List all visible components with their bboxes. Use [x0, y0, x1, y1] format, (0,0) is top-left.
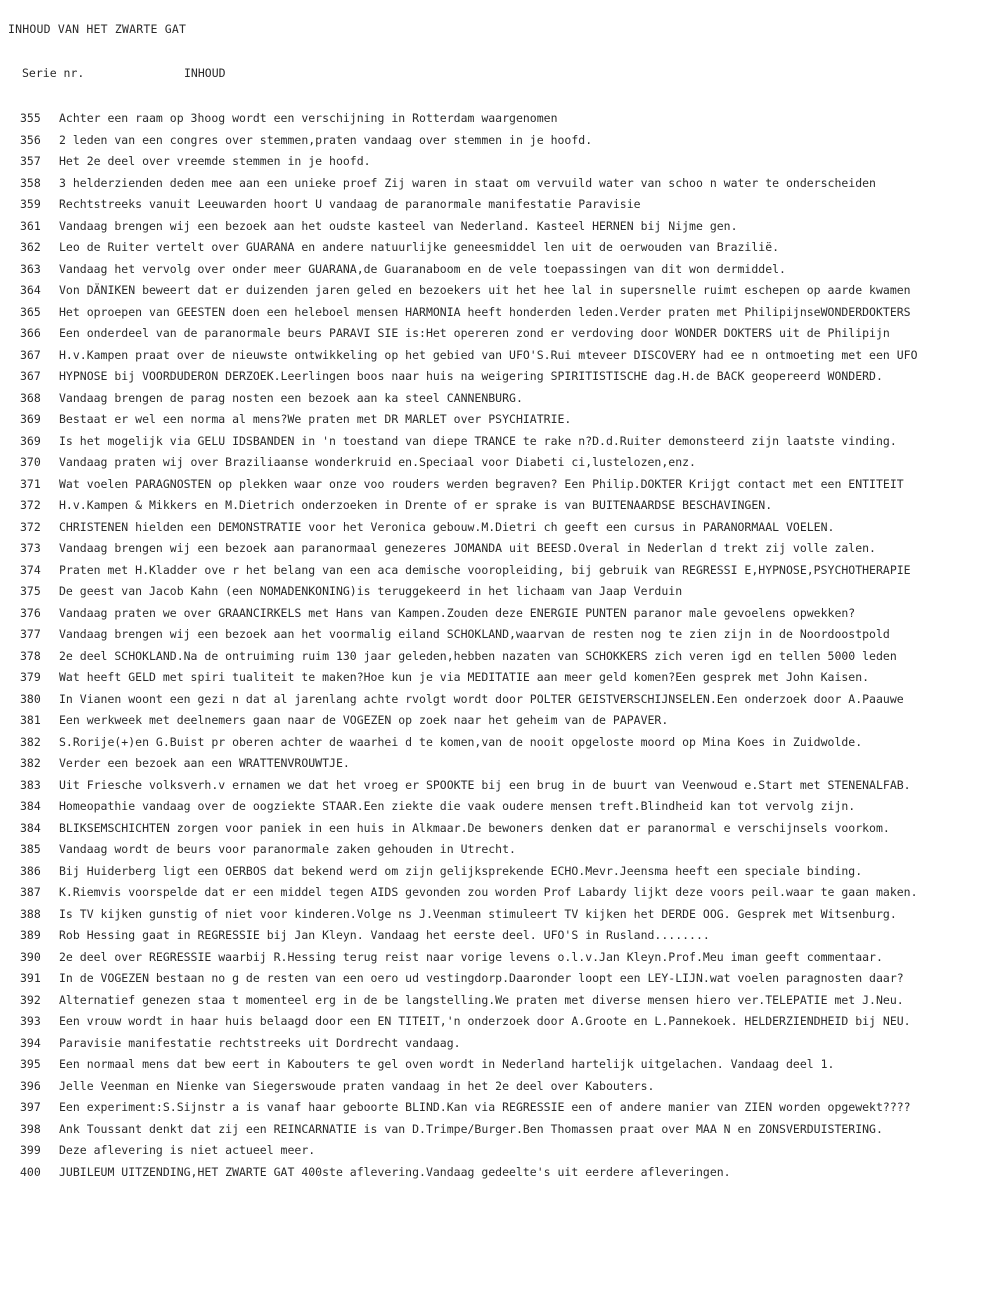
episode-description: Een experiment:S.Sijnstr a is vanaf haar geboorte BLIND.Kan via REGRESSIE een of andere manier van ZIEN worden opgewekt????: [59, 1100, 911, 1114]
episode-number: 361: [20, 218, 41, 233]
episode-number: 362: [20, 240, 41, 254]
episode-number: 390: [20, 949, 41, 964]
list-item: [20, 173, 985, 195]
episode-description: Rob Hessing gaat in REGRESSIE bij Jan Kleyn. Vandaag het eerste deel. UFO'S in Rusland........: [59, 928, 710, 942]
episode-description: Bestaat er wel een norma al mens?We praten met DR MARLET over PSYCHIATRIE.: [59, 412, 572, 426]
episode-number: 385: [20, 842, 41, 856]
list-item: [20, 517, 985, 539]
episode-number: 395: [20, 1057, 41, 1071]
episode-number: 389: [20, 928, 41, 942]
episode-description: K.Riemvis voorspelde dat er een middel tegen AIDS gevonden zou worden Prof Labardy lijkt deze voors peil.waar te gaan maken.: [59, 885, 918, 899]
episode-description: Een normaal mens dat bew eert in Kabouters te gel oven wordt in Nederland hartelijk uitgelachen. Vandaag deel 1.: [59, 1057, 835, 1071]
list-item: [20, 366, 985, 388]
list-item: [20, 667, 985, 689]
episode-description: Vandaag brengen wij een bezoek aan het oudste kasteel van Nederland. Kasteel HERNEN bij Nijme gen.: [59, 218, 738, 233]
episode-description: Wat heeft GELD met spiri tualiteit te maken?Hoe kun je via MEDITATIE aan meer geld komen?Een gesprek met John Kaisen.: [59, 670, 870, 684]
episode-number: 372: [20, 519, 41, 534]
list-item: [20, 689, 985, 711]
list-item: [20, 452, 985, 474]
list-item: [20, 108, 985, 130]
episode-description: Is het mogelijk via GELU IDSBANDEN in 'n toestand van diepe TRANCE te rake n?D.d.Ruiter demonsteerd zijn laatste vinding.: [59, 433, 897, 448]
episode-number: 370: [20, 455, 41, 469]
list-item: [20, 431, 985, 453]
episode-number: 384: [20, 820, 41, 835]
episode-number: 398: [20, 1121, 41, 1136]
episode-number: 382: [20, 734, 41, 749]
list-item: [20, 839, 985, 861]
episode-description: BLIKSEMSCHICHTEN zorgen voor paniek in een huis in Alkmaar.De bewoners denken dat er paranormal e verschijnsels voorkom.: [59, 820, 890, 835]
episode-number: 377: [20, 627, 41, 641]
list-item: [20, 1097, 985, 1119]
episode-description: Vandaag praten wij over Braziliaanse wonderkruid en.Speciaal voor Diabeti ci,lustelozen,enz.: [59, 455, 696, 469]
list-item: [20, 990, 985, 1012]
list-item: [20, 1076, 985, 1098]
list-item: [20, 1162, 985, 1184]
episode-description: HYPNOSE bij VOORDUDERON DERZOEK.Leerlingen boos naar huis na weigering SPIRITISTISCHE dag.H.de BACK geopereerd WONDERD.: [59, 369, 883, 383]
list-item: [20, 818, 985, 840]
episode-number: 355: [20, 111, 41, 125]
episode-number: 399: [20, 1143, 41, 1157]
list-item: [20, 560, 985, 582]
episode-description: H.v.Kampen & Mikkers en M.Dietrich onderzoeken in Drente of er sprake is van BUITENAARDSE BESCHAVINGEN.: [59, 498, 773, 512]
episode-number: 367: [20, 369, 41, 383]
list-item: [20, 237, 985, 259]
list-item: [20, 194, 985, 216]
list-item: [20, 1054, 985, 1076]
episode-number: 375: [20, 584, 41, 598]
list-item: [20, 538, 985, 560]
episode-number: 364: [20, 283, 41, 297]
episode-number: 400: [20, 1164, 41, 1179]
list-item: [20, 1140, 985, 1162]
serie-nr-header: Serie nr.: [22, 66, 85, 80]
episode-description: Von DÄNIKEN beweert dat er duizenden jaren geled en bezoekers uit het hee lal in supersnelle ruimt eschepen op aarde kwamen: [59, 283, 911, 297]
list-item: [20, 495, 985, 517]
episode-number: 379: [20, 670, 41, 684]
episode-description: Verder een bezoek aan een WRATTENVROUWTJE.: [59, 756, 350, 770]
list-item: [20, 968, 985, 990]
episode-number: 359: [20, 197, 41, 211]
list-item: [20, 861, 985, 883]
list-item: [20, 925, 985, 947]
episode-description: Uit Friesche volksverh.v ernamen we dat het vroeg er SPOOKTE bij een brug in de buurt van Veenwoud e.Start met STENENALFAB.: [59, 777, 911, 792]
episode-description: JUBILEUM UITZENDING,HET ZWARTE GAT 400ste aflevering.Vandaag gedeelte's uit eerdere afleveringen.: [59, 1164, 731, 1179]
list-item: [20, 1011, 985, 1033]
list-item: [20, 280, 985, 302]
list-item: [20, 409, 985, 431]
episode-description: Het oproepen van GEESTEN doen een heleboel mensen HARMONIA heeft honderden leden.Verder praten met PhilipijnseWONDERDOKTERS: [59, 304, 911, 319]
episode-number: 358: [20, 175, 41, 190]
episode-number: 372: [20, 498, 41, 512]
episode-number: 386: [20, 863, 41, 878]
episode-number: 392: [20, 992, 41, 1007]
episode-number: 378: [20, 648, 41, 663]
episode-description: In Vianen woont een gezi n dat al jarenlang achte rvolgt wordt door POLTER GEISTVERSCHIJNSELEN.Een onderzoek door A.Paauwe: [59, 691, 904, 706]
list-item: [20, 882, 985, 904]
episode-description: CHRISTENEN hielden een DEMONSTRATIE voor het Veronica gebouw.M.Dietri ch geeft een cursus in PARANORMAAL VOELEN.: [59, 519, 835, 534]
episode-description: Homeopathie vandaag over de oogziekte STAAR.Een ziekte die vaak oudere mensen treft.Blindheid kan tot vervolg zijn.: [59, 799, 856, 813]
episode-number: 393: [20, 1014, 41, 1028]
episode-number: 357: [20, 154, 41, 168]
episode-number: 391: [20, 971, 41, 985]
episode-number: 384: [20, 799, 41, 813]
episode-number: 381: [20, 713, 41, 727]
episode-number: 396: [20, 1078, 41, 1093]
episode-list: [20, 108, 985, 1183]
episode-number: 369: [20, 412, 41, 426]
episode-description: Rechtstreeks vanuit Leeuwarden hoort U vandaag de paranormale manifestatie Paravisie: [59, 197, 641, 211]
episode-number: 373: [20, 541, 41, 555]
list-item: [20, 151, 985, 173]
list-item: [20, 603, 985, 625]
episode-description: Een vrouw wordt in haar huis belaagd door een EN TITEIT,'n onderzoek door A.Groote en L.Pannekoek. HELDERZIENDHEID bij NEU.: [59, 1014, 911, 1028]
episode-description: Paravisie manifestatie rechtstreeks uit Dordrecht vandaag.: [59, 1035, 461, 1050]
episode-description: Vandaag wordt de beurs voor paranormale zaken gehouden in Utrecht.: [59, 842, 516, 856]
episode-description: In de VOGEZEN bestaan no g de resten van een oero ud vestingdorp.Daaronder loopt een LEY-LIJN.wat voelen paragnosten daar?: [59, 971, 904, 985]
episode-description: Een onderdeel van de paranormale beurs PARAVI SIE is:Het opereren zond er verdoving door WONDER DOKTERS uit de Philipijn: [59, 326, 890, 340]
episode-number: 397: [20, 1100, 41, 1114]
episode-description: Wat voelen PARAGNOSTEN op plekken waar onze voo rouders werden begraven? Een Philip.DOKTER Krijgt contact met een ENTITEIT: [59, 476, 904, 491]
episode-description: 3 helderzienden deden mee aan een unieke proef Zij waren in staat om vervuild water van schoo n water te onderscheiden: [59, 175, 876, 190]
episode-number: 387: [20, 885, 41, 899]
inhoud-header: INHOUD: [184, 66, 226, 80]
episode-description: Een werkweek met deelnemers gaan naar de VOGEZEN op zoek naar het geheim van de PAPAVER.: [59, 713, 669, 727]
episode-number: 368: [20, 390, 41, 405]
column-header: [22, 66, 226, 80]
episode-number: 388: [20, 906, 41, 921]
list-item: [20, 624, 985, 646]
episode-number: 394: [20, 1035, 41, 1050]
document-title: INHOUD VAN HET ZWARTE GAT: [8, 22, 187, 36]
episode-description: Bij Huiderberg ligt een OERBOS dat bekend werd om zijn gelijksprekende ECHO.Mevr.Jeensma heeft een speciale binding.: [59, 863, 863, 878]
episode-description: De geest van Jacob Kahn (een NOMADENKONING)is teruggekeerd in het lichaam van Jaap Verduin: [59, 584, 683, 598]
episode-description: Leo de Ruiter vertelt over GUARANA en andere natuurlijke geneesmiddel len uit de oerwouden van Brazilië.: [59, 240, 780, 254]
episode-number: 363: [20, 261, 41, 276]
episode-number: 367: [20, 347, 41, 362]
list-item: [20, 216, 985, 238]
episode-description: 2e deel over REGRESSIE waarbij R.Hessing terug reist naar vorige levens o.l.v.Jan Kleyn.Prof.Meu iman geeft commentaar.: [59, 949, 883, 964]
episode-description: 2 leden van een congres over stemmen,praten vandaag over stemmen in je hoofd.: [59, 132, 593, 147]
episode-description: Ank Toussant denkt dat zij een REINCARNATIE is van D.Trimpe/Burger.Ben Thomassen praat over MAA N en ZONSVERDUISTERING.: [59, 1121, 883, 1136]
episode-description: H.v.Kampen praat over de nieuwste ontwikkeling op het gebied van UFO'S.Rui mteveer DISCOVERY had ee n ontmoeting met een UFO: [59, 347, 918, 362]
episode-number: 374: [20, 562, 41, 577]
list-item: [20, 323, 985, 345]
episode-description: Vandaag brengen de parag nosten een bezoek aan ka steel CANNENBURG.: [59, 390, 523, 405]
list-item: [20, 710, 985, 732]
episode-number: 376: [20, 605, 41, 620]
list-item: [20, 581, 985, 603]
list-item: [20, 775, 985, 797]
episode-number: 382: [20, 756, 41, 770]
list-item: [20, 302, 985, 324]
episode-description: Praten met H.Kladder ove r het belang van een aca demische vooropleiding, bij gebruik van REGRESSI E,HYPNOSE,PSYCHOTHERAPIE: [59, 562, 911, 577]
episode-number: 369: [20, 433, 41, 448]
episode-number: 366: [20, 326, 41, 340]
list-item: [20, 904, 985, 926]
list-item: [20, 130, 985, 152]
episode-number: 356: [20, 132, 41, 147]
episode-number: 365: [20, 304, 41, 319]
episode-description: 2e deel SCHOKLAND.Na de ontruiming ruim 130 jaar geleden,hebben nazaten van SCHOKKERS zich veren igd en tellen 5000 leden: [59, 648, 897, 663]
list-item: [20, 474, 985, 496]
episode-number: 383: [20, 777, 41, 792]
list-item: [20, 1119, 985, 1141]
episode-description: Achter een raam op 3hoog wordt een verschijning in Rotterdam waargenomen: [59, 111, 558, 125]
episode-description: Deze aflevering is niet actueel meer.: [59, 1143, 316, 1157]
episode-description: Jelle Veenman en Nienke van Siegerswoude praten vandaag in het 2e deel over Kabouters.: [59, 1078, 655, 1093]
list-item: [20, 259, 985, 281]
episode-description: Is TV kijken gunstig of niet voor kinderen.Volge ns J.Veenman stimuleert TV kijken het DERDE OOG. Gesprek met Witsenburg.: [59, 906, 897, 921]
list-item: [20, 1033, 985, 1055]
list-item: [20, 947, 985, 969]
list-item: [20, 388, 985, 410]
list-item: [20, 345, 985, 367]
list-item: [20, 796, 985, 818]
episode-number: 380: [20, 691, 41, 706]
list-item: [20, 732, 985, 754]
episode-number: 371: [20, 476, 41, 491]
episode-description: Het 2e deel over vreemde stemmen in je hoofd.: [59, 154, 371, 168]
list-item: [20, 753, 985, 775]
episode-description: Vandaag praten we over GRAANCIRKELS met Hans van Kampen.Zouden deze ENERGIE PUNTEN paranor male gevoelens opwekken?: [59, 605, 856, 620]
episode-description: Alternatief genezen staa t momenteel erg in de be langstelling.We praten met diverse mensen hiero ver.TELEPATIE met J.Neu.: [59, 992, 904, 1007]
episode-description: Vandaag het vervolg over onder meer GUARANA,de Guaranaboom en de vele toepassingen van dit won dermiddel.: [59, 261, 786, 276]
episode-description: S.Rorije(+)en G.Buist pr oberen achter de waarhei d te komen,van de nooit opgeloste moord op Mina Koes in Zuidwolde.: [59, 734, 863, 749]
episode-description: Vandaag brengen wij een bezoek aan paranormaal genezeres JOMANDA uit BEESD.Overal in Nederlan d trekt zij volle zalen.: [59, 541, 876, 555]
list-item: [20, 646, 985, 668]
episode-description: Vandaag brengen wij een bezoek aan het voormalig eiland SCHOKLAND,waarvan de resten nog te zien zijn in de Noordoostpold: [59, 627, 890, 641]
